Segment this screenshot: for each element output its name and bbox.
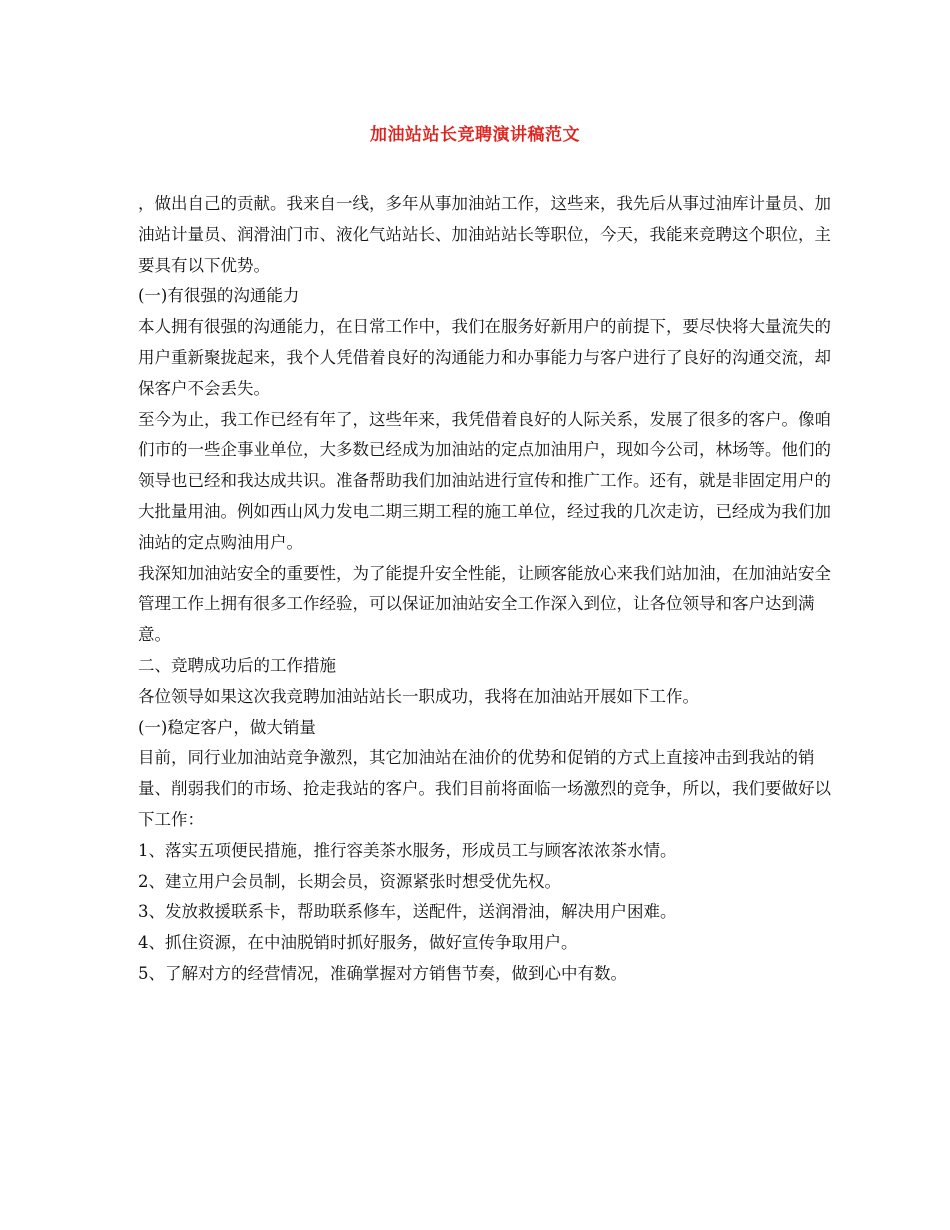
- heading-stabilize-clients: (一)稳定客户，做大销量: [138, 717, 316, 737]
- heading-measures: 二、竞聘成功后的工作措施: [138, 655, 336, 675]
- list-item: 2、建立用户会员制，长期会员，资源紧张时想受优先权。: [138, 871, 561, 891]
- paragraph-clients: 至今为止，我工作已经有年了，这些年来，我凭借着良好的人际关系，发展了很多的客户。像咱们市的一些企事业单位，大多数已经成为加油站的定点加油用户，现如今公司，林场等。他们的领导也已经和我达成共识。准备帮助我们加油站进行宣传和推广工作。还有，就是非固定用户的大批量用油。例如西山风力发电二期三期工程的施工单位，经过我的几次走访，已经成为我们加油站的定点购油用户。: [138, 409, 831, 552]
- list-item: 4、抓住资源，在中油脱销时抓好服务，做好宣传争取用户。: [138, 933, 578, 953]
- paragraph-communication: 本人拥有很强的沟通能力，在日常工作中，我们在服务好新用户的前提下，要尽快将大量流失的用户重新聚拢起来，我个人凭借着良好的沟通能力和办事能力与客户进行了良好的沟通交流，却保客户不会丢失。: [138, 317, 831, 398]
- paragraph-competition: 目前，同行业加油站竞争激烈，其它加油站在油价的优势和促销的方式上直接冲击到我站的销量、削弱我们的市场、抢走我站的客户。我们目前将面临一场激烈的竞争，所以，我们要做好以下工作：: [138, 748, 831, 829]
- list-item: 5、了解对方的经营情况，准确掌握对方销售节奏，做到心中有数。: [138, 963, 627, 983]
- list-item: 1、落实五项便民措施，推行容美茶水服务，形成员工与顾客浓浓茶水情。: [138, 840, 677, 860]
- paragraph-safety: 我深知加油站安全的重要性，为了能提升安全性能，让顾客能放心来我们站加油，在加油站安全管理工作上拥有很多工作经验，可以保证加油站安全工作深入到位，让各位领导和客户达到满意。: [138, 563, 831, 645]
- paragraph-plan: 各位领导如果这次我竞聘加油站站长一职成功，我将在加油站开展如下工作。: [138, 686, 699, 706]
- heading-communication: (一)有很强的沟通能力: [138, 286, 300, 306]
- document-title: 加油站站长竞聘演讲稿范文: [370, 125, 580, 145]
- list-item: 3、发放救援联系卡，帮助联系修车，送配件，送润滑油，解决用户困难。: [138, 902, 677, 922]
- paragraph-intro: ，做出自己的贡献。我来自一线，多年从事加油站工作，这些来，我先后从事过油库计量员、加油站计量员、润滑油门市、液化气站站长、加油站站长等职位，今天，我能来竞聘这个职位，主要具有以下优势。: [138, 194, 831, 275]
- document-body: [138, 189, 838, 990]
